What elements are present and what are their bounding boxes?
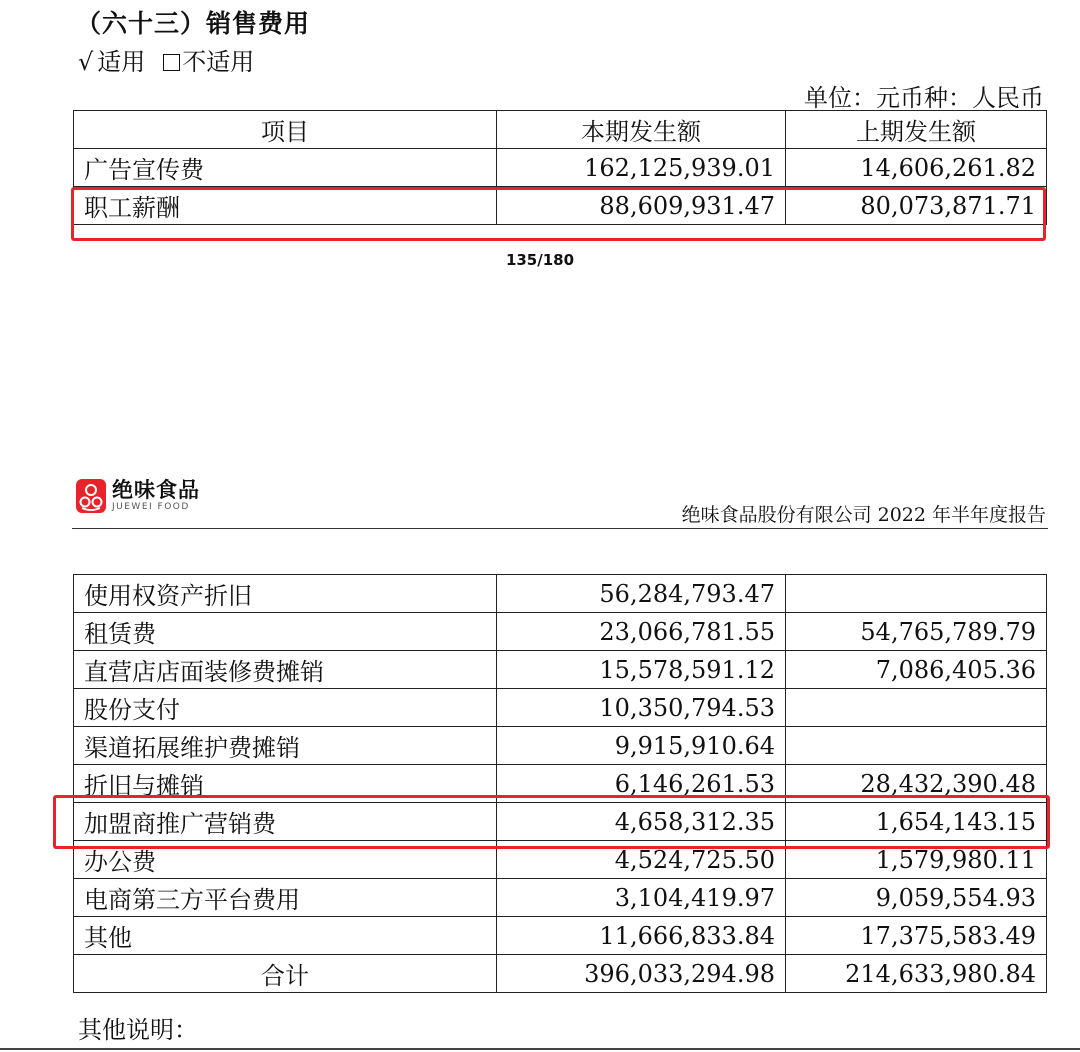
row-prior bbox=[786, 575, 1047, 613]
row-item: 办公费 bbox=[74, 841, 497, 879]
selling-expenses-table-bottom bbox=[73, 574, 1047, 993]
total-label: 合计 bbox=[74, 955, 497, 993]
row-current: 3,104,419.97 bbox=[497, 879, 786, 917]
row-prior: 80,073,871.71 bbox=[786, 187, 1047, 225]
row-prior: 54,765,789.79 bbox=[786, 613, 1047, 651]
row-item: 使用权资产折旧 bbox=[74, 575, 497, 613]
row-prior bbox=[786, 727, 1047, 765]
total-current: 396,033,294.98 bbox=[497, 955, 786, 993]
header-divider bbox=[72, 528, 1048, 529]
table-row bbox=[74, 879, 1047, 917]
company-logo bbox=[76, 479, 200, 513]
applicable-options bbox=[78, 42, 254, 77]
row-prior: 14,606,261.82 bbox=[786, 149, 1047, 187]
row-prior: 17,375,583.49 bbox=[786, 917, 1047, 955]
table-row bbox=[74, 613, 1047, 651]
row-current: 11,666,833.84 bbox=[497, 917, 786, 955]
row-item: 电商第三方平台费用 bbox=[74, 879, 497, 917]
bottom-divider bbox=[0, 1048, 1080, 1050]
applicable-no-label: 不适用 bbox=[182, 48, 255, 76]
row-current: 162,125,939.01 bbox=[497, 149, 786, 187]
row-prior: 28,432,390.48 bbox=[786, 765, 1047, 803]
row-item: 折旧与摊销 bbox=[74, 765, 497, 803]
row-prior: 9,059,554.93 bbox=[786, 879, 1047, 917]
row-current: 10,350,794.53 bbox=[497, 689, 786, 727]
unit-label: 单位：元币种：人民币 bbox=[804, 84, 1044, 112]
header-prior-period: 上期发生额 bbox=[786, 111, 1047, 149]
row-item: 加盟商推广营销费 bbox=[74, 803, 497, 841]
row-prior bbox=[786, 689, 1047, 727]
row-current: 6,146,261.53 bbox=[497, 765, 786, 803]
total-prior: 214,633,980.84 bbox=[786, 955, 1047, 993]
report-header-title: 绝味食品股份有限公司 2022 年半年度报告 bbox=[681, 504, 1046, 526]
row-current: 88,609,931.47 bbox=[497, 187, 786, 225]
highlight-box-staff-compensation bbox=[71, 187, 1046, 241]
row-item: 广告宣传费 bbox=[74, 149, 497, 187]
table-row bbox=[74, 651, 1047, 689]
header-item: 项目 bbox=[74, 111, 497, 149]
row-prior: 1,654,143.15 bbox=[786, 803, 1047, 841]
applicable-yes-label: 适用 bbox=[97, 48, 146, 76]
header-current-period: 本期发生额 bbox=[497, 111, 786, 149]
check-icon: √ bbox=[78, 48, 94, 76]
table-row bbox=[74, 575, 1047, 613]
table-row bbox=[74, 689, 1047, 727]
row-item: 职工薪酬 bbox=[74, 187, 497, 225]
row-item: 租赁费 bbox=[74, 613, 497, 651]
row-current: 23,066,781.55 bbox=[497, 613, 786, 651]
juewei-logo-icon bbox=[76, 479, 106, 513]
row-item: 其他 bbox=[74, 917, 497, 955]
logo-english-name: JUEWEI FOOD bbox=[112, 502, 190, 512]
row-current: 4,658,312.35 bbox=[497, 803, 786, 841]
table-total-row bbox=[74, 955, 1047, 993]
row-current: 56,284,793.47 bbox=[497, 575, 786, 613]
row-item: 渠道拓展维护费摊销 bbox=[74, 727, 497, 765]
row-prior: 7,086,405.36 bbox=[786, 651, 1047, 689]
row-prior: 1,579,980.11 bbox=[786, 841, 1047, 879]
logo-chinese-name: 绝味食品 bbox=[112, 478, 200, 502]
row-current: 9,915,910.64 bbox=[497, 727, 786, 765]
row-item: 股份支付 bbox=[74, 689, 497, 727]
table-row bbox=[74, 727, 1047, 765]
row-item: 直营店店面装修费摊销 bbox=[74, 651, 497, 689]
table-header-row bbox=[74, 111, 1047, 149]
highlight-box-franchise-marketing bbox=[53, 795, 1050, 849]
table-row bbox=[74, 149, 1047, 187]
row-current: 4,524,725.50 bbox=[497, 841, 786, 879]
other-notes-label: 其他说明： bbox=[78, 1016, 198, 1044]
page-number: 135/180 bbox=[505, 251, 575, 269]
empty-checkbox-icon bbox=[163, 54, 180, 71]
table-row bbox=[74, 917, 1047, 955]
row-current: 15,578,591.12 bbox=[497, 651, 786, 689]
section-title: （六十三）销售费用 bbox=[76, 9, 311, 38]
